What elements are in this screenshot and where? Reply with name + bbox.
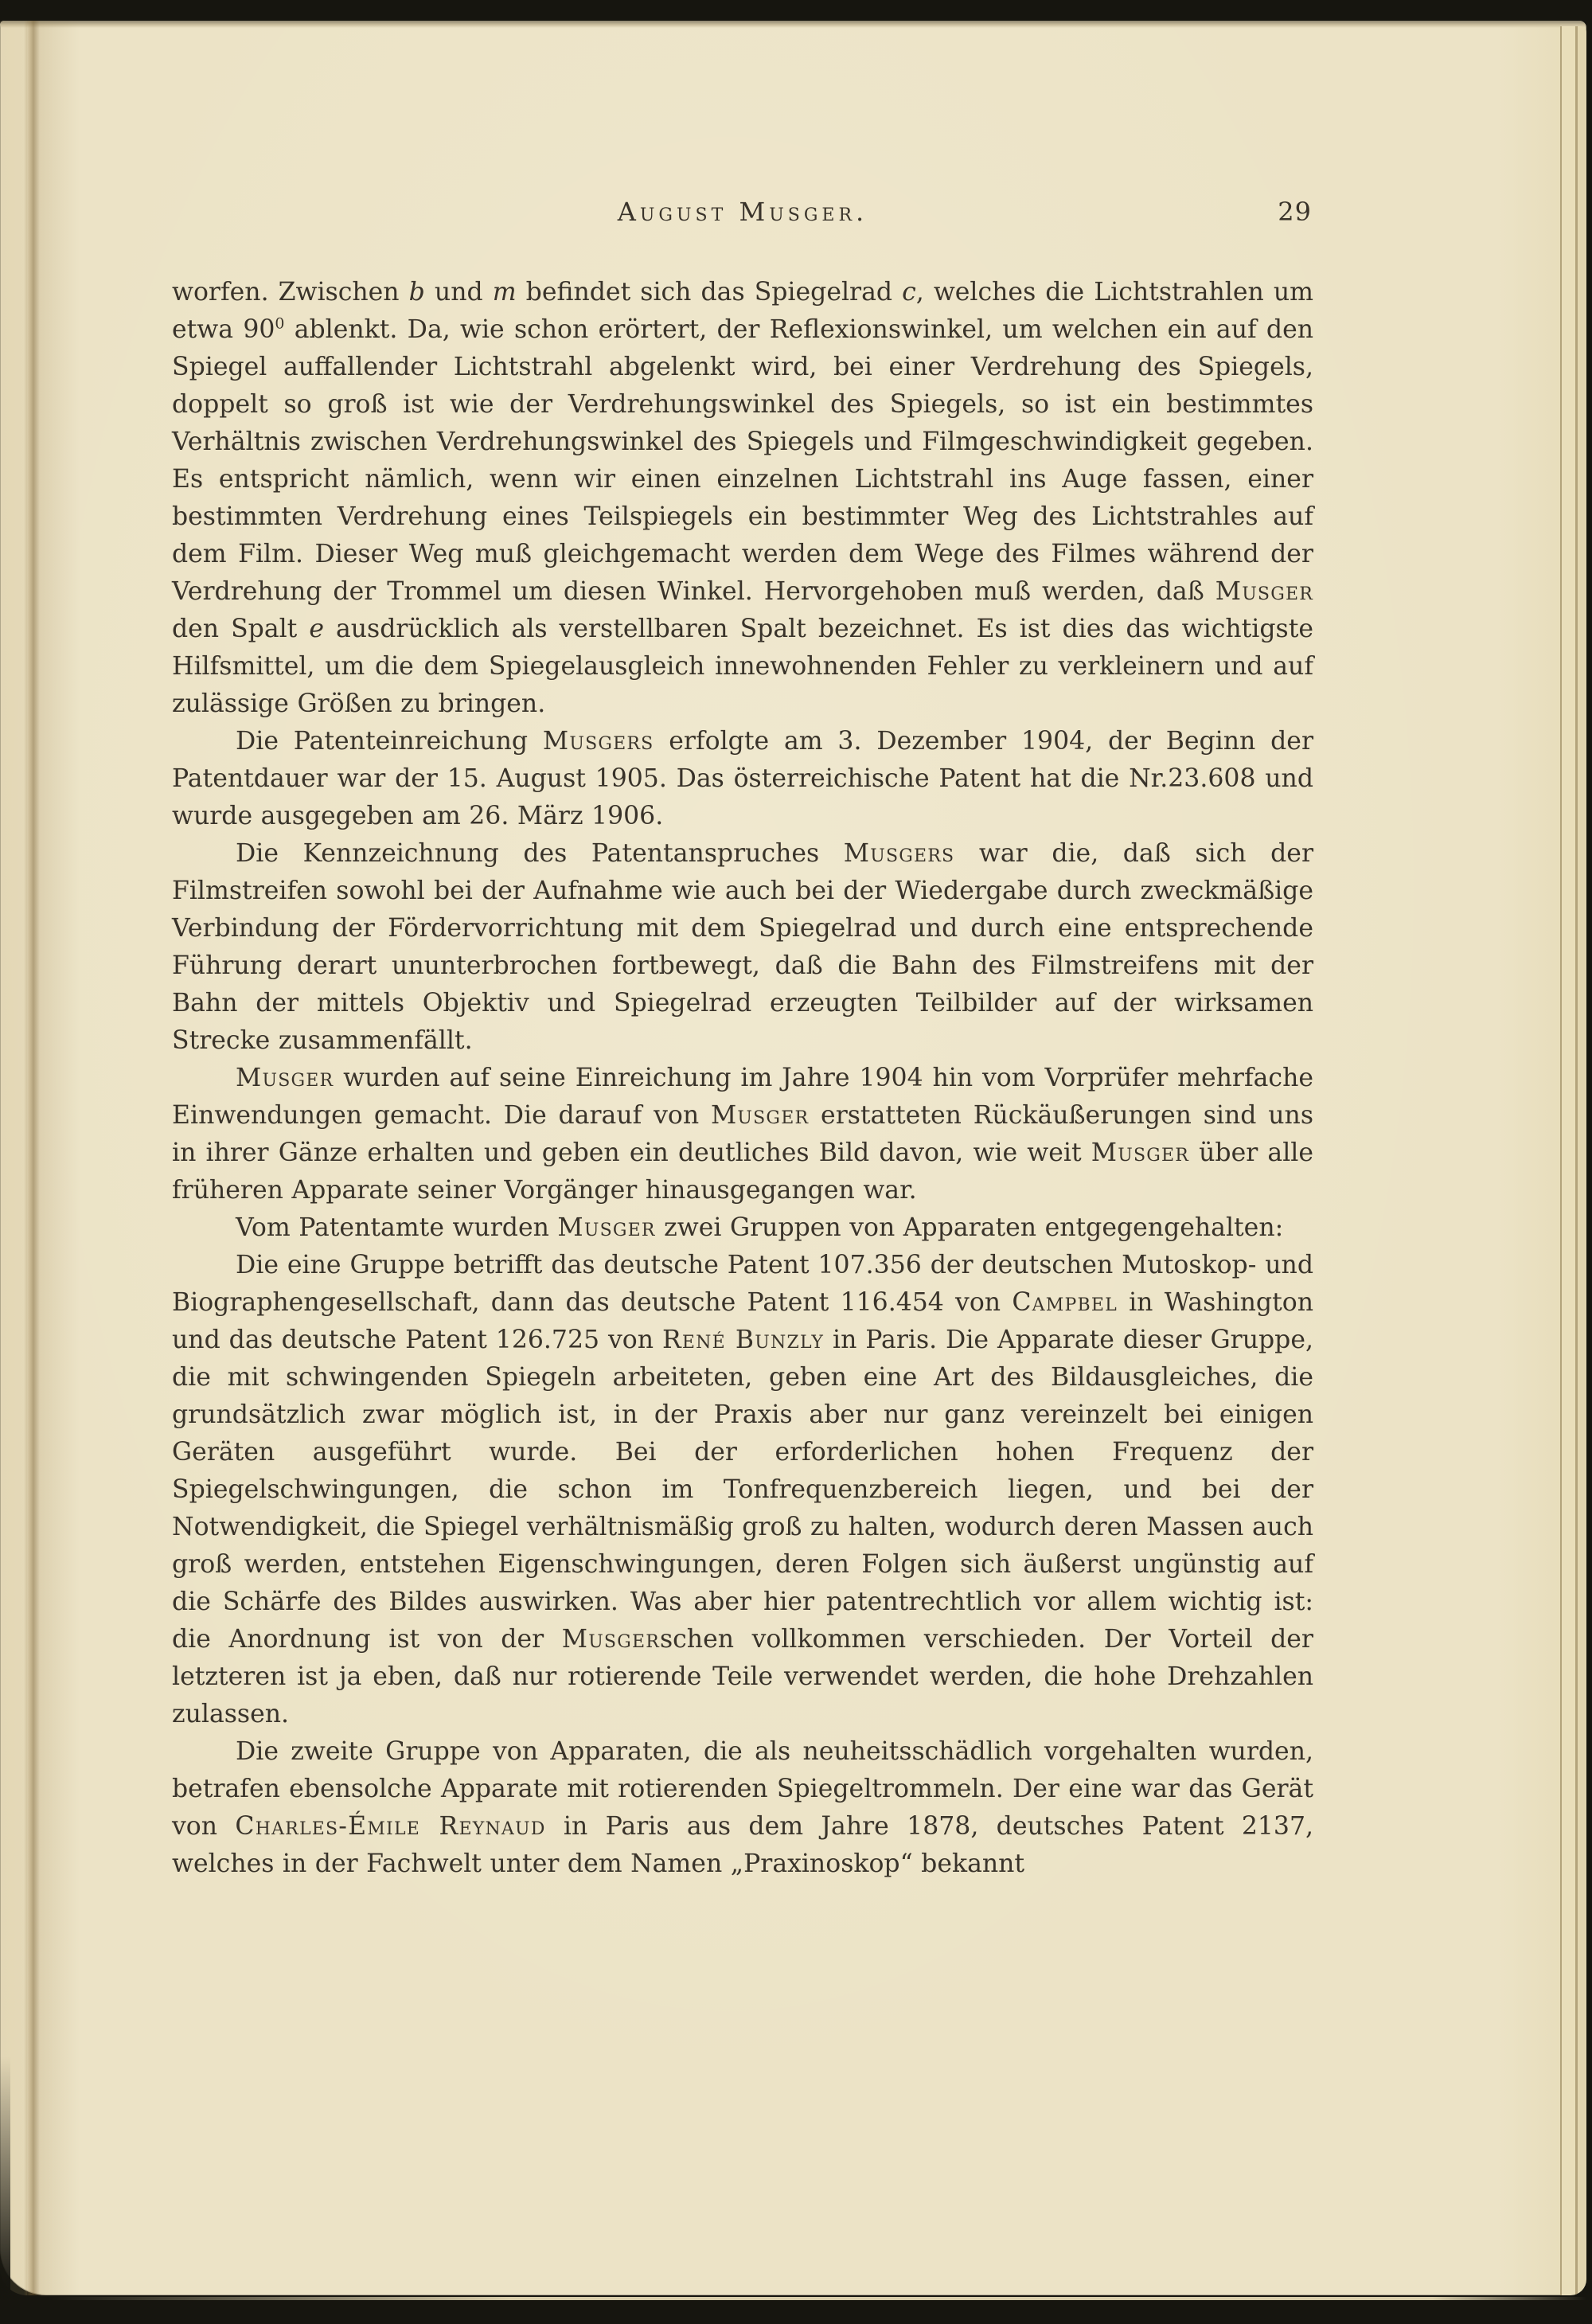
text-segment: Musger (557, 1213, 656, 1242)
text-segment: 0 (275, 314, 285, 333)
gutter-fold-shadow (24, 21, 80, 2295)
page-top-edge (0, 21, 1586, 28)
text-segment: Die Patenteinreichung (236, 727, 543, 756)
text-segment: den Spalt (172, 615, 310, 643)
text-segment: Die eine Gruppe betrifft das deutsche Patent 107.356 der deutschen Mutoskop- und Biographengesellschaft, dann das deutsche Patent 116.454 von (172, 1251, 1313, 1317)
text-segment: m (492, 278, 517, 307)
page-title: August Musger. (617, 197, 868, 227)
text-segment: ausdrücklich als verstellbaren Spalt bezeichnet. Es ist dies das wichtigste Hilfsmittel, um die dem Spiegelausgleich innewohnenden Fehler zu verkleinern und auf zulässige Größen zu bringen. (172, 615, 1313, 718)
text-segment: worfen. Zwischen (172, 278, 409, 307)
bottom-edge-highlight (48, 2297, 1586, 2300)
paragraph (172, 1209, 1313, 1247)
text-segment: wurden auf seine Einreichung im Jahre 1904 hin vom Vorprüfer mehrfache Einwendungen gemacht. Die darauf von (172, 1064, 1313, 1130)
text-segment: René Bunzly (661, 1326, 825, 1354)
text-segment: e (309, 615, 324, 643)
paragraph (172, 1247, 1313, 1733)
text-segment: Musgers (542, 727, 654, 756)
text-segment: in Paris. Die Apparate dieser Gruppe, die mit schwingenden Spiegeln arbeiteten, geben eine Art des Bildausgleiches, die grundsätzlich zwar möglich ist, in der Praxis aber nur ganz vereinzelt bei einigen Geräten ausgeführt wurde. Bei der erforderlichen hohen Frequenz der Spiegelschwingungen, die schon im Tonfrequenzbereich liegen, und bei der Notwendigkeit, die Spiegel verhältnismäßig groß zu halten, wodurch deren Massen auch groß werden, entstehen Eigenschwingungen, deren Folgen sich äußerst ungünstig auf die Schärfe des Bildes auswirken. Was aber hier patentrechtlich vor allem wichtig ist: die Anordnung ist von der (172, 1326, 1314, 1654)
text-segment: Campbel (1012, 1288, 1118, 1317)
paragraph (172, 723, 1313, 835)
text-segment: erfolgte am 3. Dezember 1904, der Beginn der Patentdauer war der 15. August 1905. Das österreichische Patent hat die Nr.23.608 und wurde ausgegeben am 26. März 1906. (172, 727, 1314, 830)
text-segment: b (408, 278, 425, 307)
text-segment: über alle früheren Apparate seiner Vorgänger hinausgegangen war. (172, 1139, 1314, 1205)
text-segment: c (902, 278, 916, 307)
text-segment: Musger (561, 1625, 660, 1654)
text-segment: ablenkt. Da, wie schon erörtert, der Reflexionswinkel, um welchen ein auf den Spiegel auffallender Lichtstrahl abgelenkt wird, bei einer Verdrehung des Spiegels, doppelt so groß ist wie der Verdrehungswinkel des Spiegels, so ist ein bestimmtes Verhältnis zwischen Verdrehungswinkel des Spiegels und Filmgeschwindigkeit gegeben. Es entspricht nämlich, wenn wir einen einzelnen Lichtstrahl ins Auge fassen, einer bestimmten Verdrehung eines Teilspiegels ein bestimmter Weg des Lichtstrahles auf dem Film. Dieser Weg muß gleichgemacht werden dem Wege des Filmes während der Verdrehung der Trommel um diesen Winkel. Hervorgehoben muß werden, daß (172, 315, 1313, 606)
text-segment: Charles-Émile Reynaud (235, 1812, 546, 1841)
text-segment: Die zweite Gruppe von Apparaten, die als neuheitsschädlich vorgehalten wurden, betrafen ebensolche Apparate mit rotierenden Spiegeltrommeln. Der eine war das Gerät von (172, 1737, 1313, 1841)
text-segment: Musger (710, 1101, 810, 1130)
text-segment: befindet sich das Spiegelrad (516, 278, 903, 307)
page-scan (0, 21, 1586, 2295)
text-segment: Musger (1091, 1139, 1190, 1167)
text-segment: in Paris aus dem Jahre 1878, deutsches Patent 2137, welches in der Fachwelt unter dem Namen „Praxinoskop“ bekannt (172, 1812, 1314, 1878)
text-segment: Musgers (843, 839, 955, 868)
text-segment: und (424, 278, 493, 307)
text-segment: erstatteten Rückäußerungen sind uns in ihrer Gänze erhalten und geben ein deutliches Bild davon, wie weit (172, 1101, 1313, 1167)
text-segment: , welches die Lichtstrahlen um etwa 90 (172, 278, 1313, 344)
page-stack-edges (1560, 26, 1586, 2295)
text-segment: in Washington und das deutsche Patent 126.725 von (172, 1288, 1314, 1354)
page-body (172, 274, 1313, 1883)
paragraph (172, 1733, 1313, 1883)
facing-page-edge (0, 21, 27, 2295)
running-head (172, 194, 1313, 229)
text-segment: Musger (1215, 577, 1313, 606)
paragraph (172, 274, 1313, 723)
text-segment: schen vollkommen verschieden. Der Vorteil der letzteren ist ja eben, daß nur rotierende Teile verwendet werden, die hohe Drehzahlen zulassen. (172, 1625, 1313, 1728)
text-segment: war die, daß sich der Filmstreifen sowohl bei der Aufnahme wie auch bei der Wiedergabe durch zweckmäßige Verbindung der Fördervorrichtung mit dem Spiegelrad und durch eine entsprechende Führung derart ununterbrochen fortbewegt, daß die Bahn des Filmstreifens mit der Bahn der mittels Objektiv und Spiegelrad erzeugten Teilbilder auf der wirksamen Strecke zusammenfällt. (172, 839, 1314, 1055)
text-segment: zwei Gruppen von Apparaten entgegengehalten: (655, 1213, 1284, 1242)
cover-shadow (0, 2056, 10, 2295)
page-number: 29 (1278, 197, 1312, 227)
text-segment: Vom Patentamte wurden (236, 1213, 558, 1242)
paragraph (172, 835, 1313, 1060)
paragraph (172, 1060, 1313, 1209)
text-segment: Die Kennzeichnung des Patentanspruches (236, 839, 844, 868)
text-segment: Musger (236, 1064, 334, 1092)
